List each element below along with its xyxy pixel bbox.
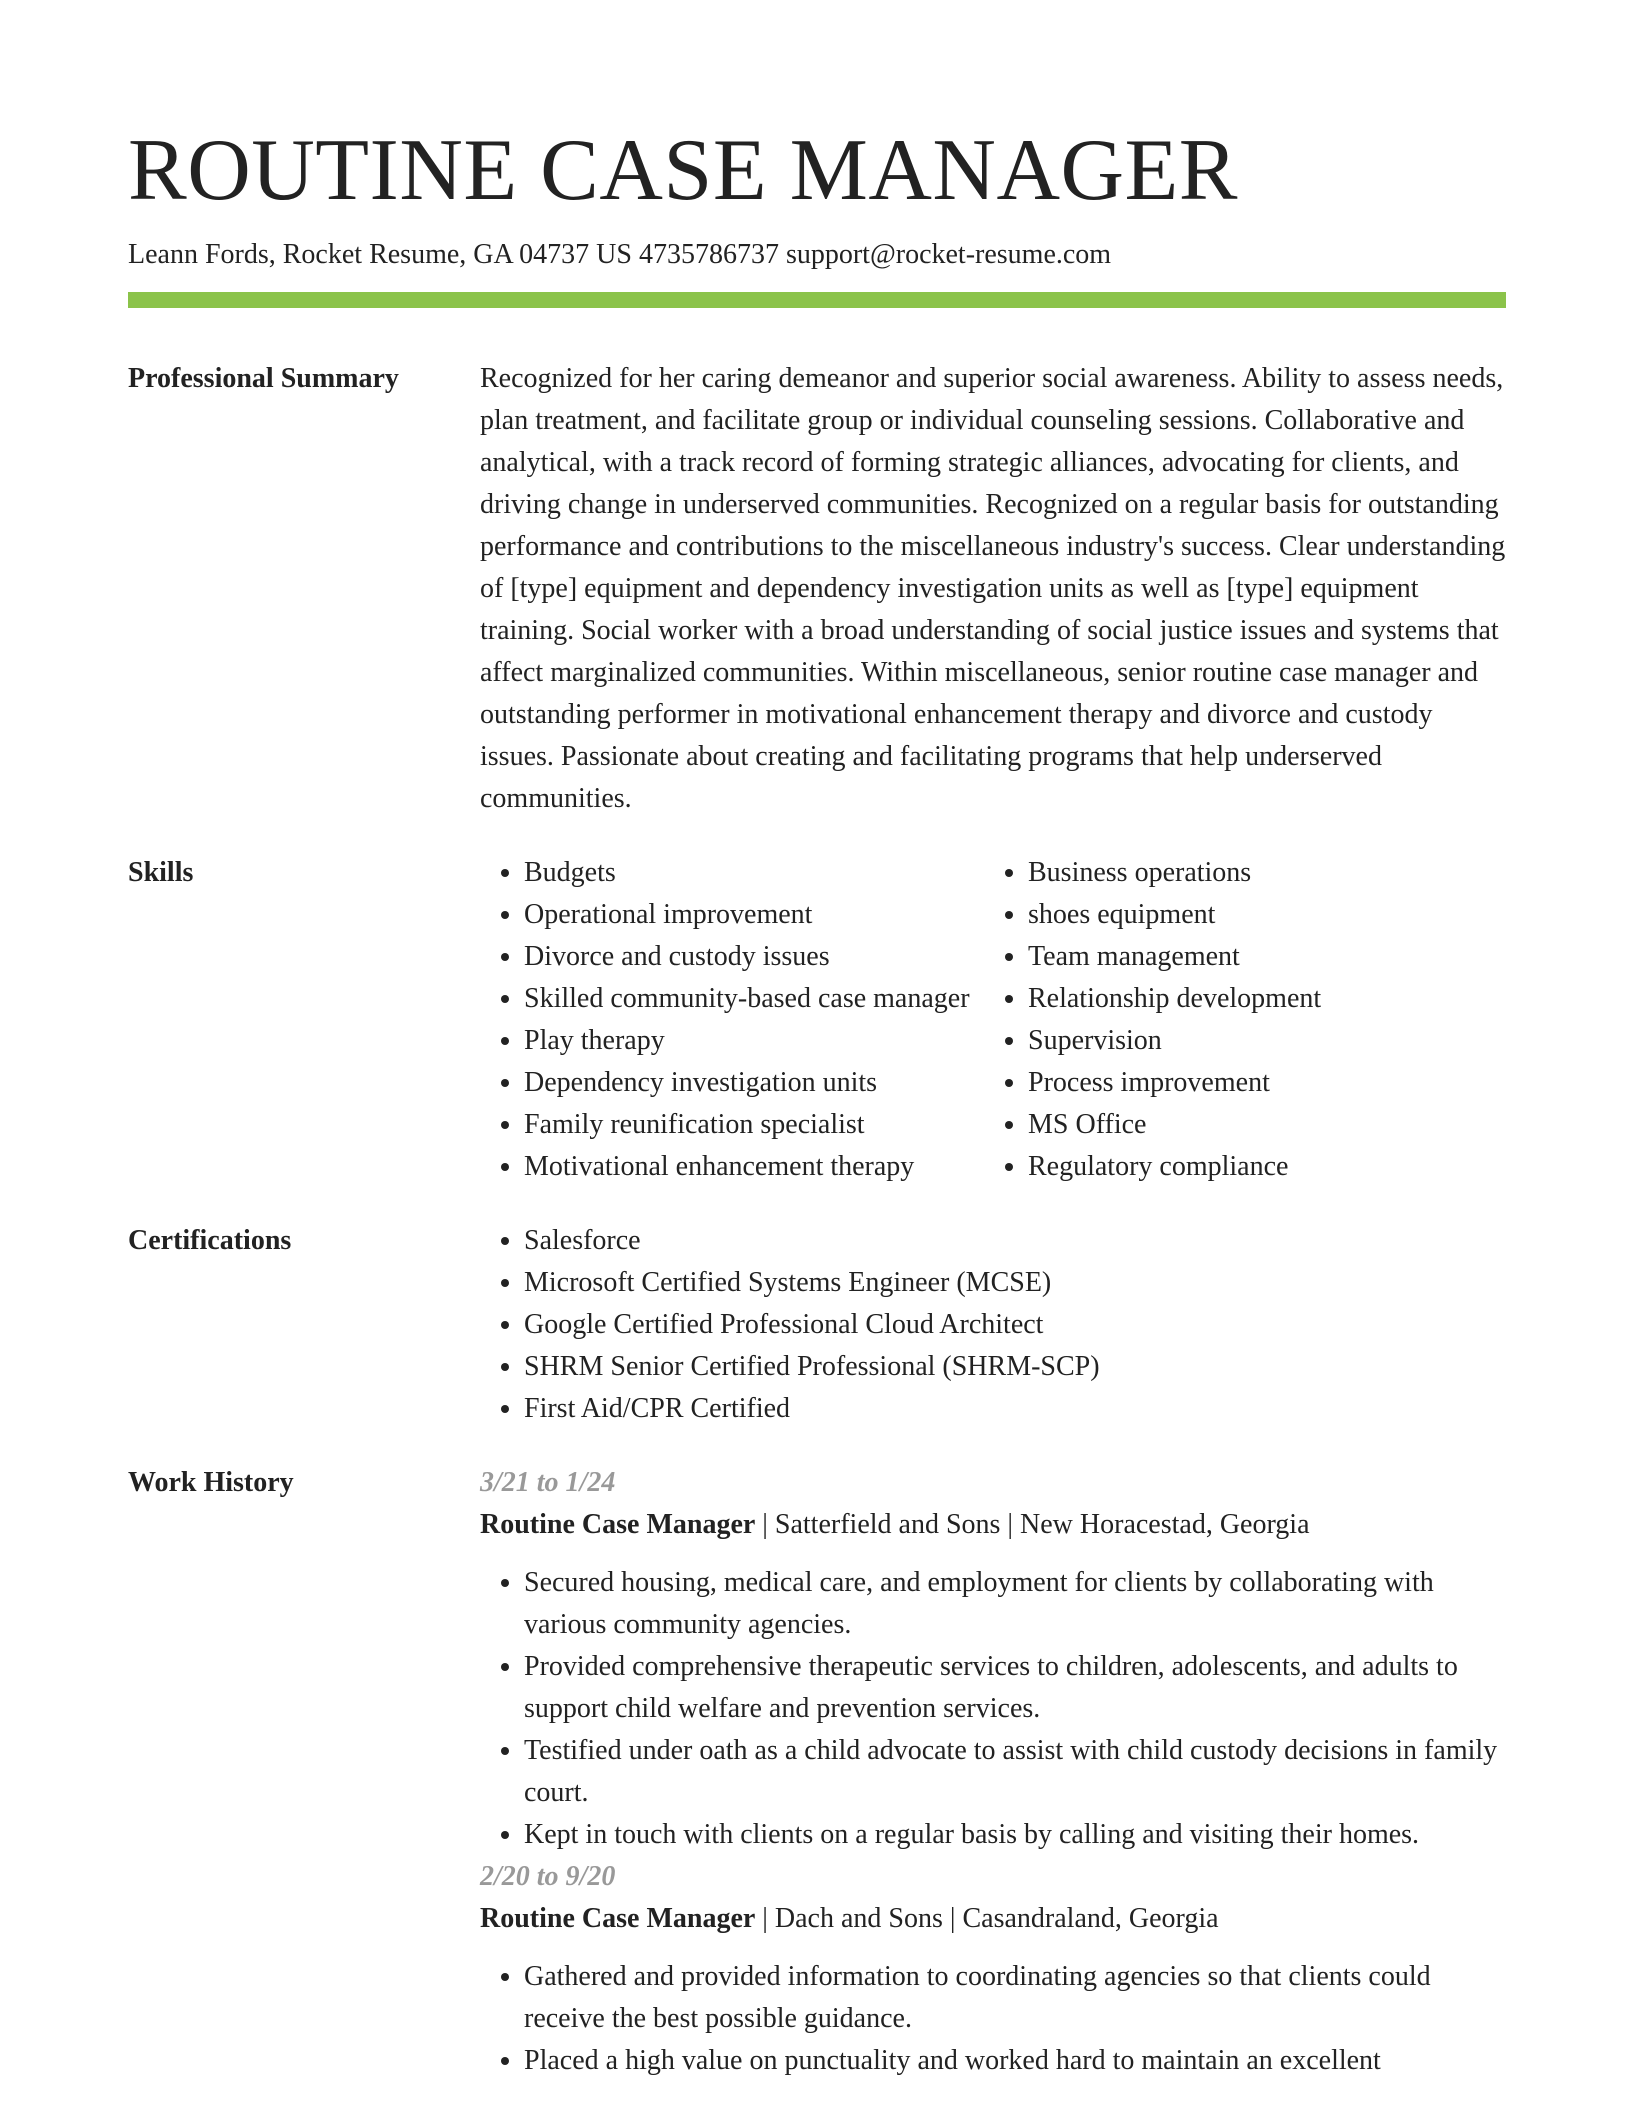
- skill-item: • Divorce and custody issues: [524, 936, 984, 978]
- job-title: Routine Case Manager: [480, 1509, 756, 1540]
- skill-item: • Team management: [1028, 936, 1506, 978]
- job-entry: [480, 1462, 1506, 1856]
- job-employer-location: | Dach and Sons | Casandraland, Georgia: [755, 1903, 1219, 1934]
- skill-item: • Family reunification specialist: [524, 1104, 984, 1146]
- skill-item: • Relationship development: [1028, 978, 1506, 1020]
- skill-item: • Dependency investigation units: [524, 1062, 984, 1104]
- skill-item: • Skilled community-based case manager: [524, 978, 984, 1020]
- job-duty: • Placed a high value on punctuality and worked hard to maintain an excellent: [524, 2040, 1506, 2082]
- job-duties-list: [480, 1562, 1506, 1856]
- skill-item: • Budgets: [524, 852, 984, 894]
- accent-divider: [128, 292, 1506, 308]
- skill-item: • Motivational enhancement therapy: [524, 1146, 984, 1188]
- job-entry: [480, 1856, 1506, 2082]
- job-duty: • Kept in touch with clients on a regular basis by calling and visiting their homes.: [524, 1814, 1506, 1856]
- certifications-list: [480, 1220, 1506, 1430]
- skills-list-left: [480, 852, 984, 1188]
- job-duty: • Testified under oath as a child advocate to assist with child custody decisions in family court.: [524, 1730, 1506, 1814]
- job-dates: 3/21 to 1/24: [480, 1467, 616, 1498]
- summary-section: [128, 358, 1506, 820]
- skills-heading: Skills: [128, 857, 194, 888]
- summary-text: Recognized for her caring demeanor and superior social awareness. Ability to assess needs, plan treatment, and facilitate group or individual counseling sessions. Collaborative and analytical, with a track record of forming strategic alliances, advocating for clients, and driving change in underserved communities. Recognized on a regular basis for outstanding performance and contributions to the miscellaneous industry's success. Clear understanding of [type] equipment and dependency investigation units as well as [type] equipment training. Social worker with a broad understanding of social justice issues and systems that affect marginalized communities. Within miscellaneous, senior routine case manager and outstanding performer in motivational enhancement therapy and divorce and custody issues. Passionate about creating and facilitating programs that help underserved communities.: [480, 363, 1506, 814]
- skill-item: • MS Office: [1028, 1104, 1506, 1146]
- skill-item: • Process improvement: [1028, 1062, 1506, 1104]
- job-dates: 2/20 to 9/20: [480, 1861, 616, 1892]
- certifications-section: [128, 1220, 1506, 1430]
- skill-item: • Play therapy: [524, 1020, 984, 1062]
- job-duties-list: [480, 1956, 1506, 2082]
- job-employer-location: | Satterfield and Sons | New Horacestad, Georgia: [755, 1509, 1310, 1540]
- resume-page: [128, 0, 1506, 2082]
- certification-item: • SHRM Senior Certified Professional (SHRM-SCP): [524, 1346, 1506, 1388]
- job-title-line: [480, 1898, 1506, 1940]
- job-title: Routine Case Manager: [480, 1903, 756, 1934]
- contact-line: Leann Fords, Rocket Resume, GA 04737 US 4735786737 support@rocket-resume.com: [128, 239, 1112, 270]
- skill-item: • Supervision: [1028, 1020, 1506, 1062]
- skill-item: • Regulatory compliance: [1028, 1146, 1506, 1188]
- certification-item: • Google Certified Professional Cloud Architect: [524, 1304, 1506, 1346]
- summary-heading: Professional Summary: [128, 363, 399, 394]
- job-duty: • Gathered and provided information to coordinating agencies so that clients could receive the best possible guidance.: [524, 1956, 1506, 2040]
- skills-section: [128, 852, 1506, 1188]
- job-duty: • Provided comprehensive therapeutic services to children, adolescents, and adults to support child welfare and prevention services.: [524, 1646, 1506, 1730]
- job-title-line: [480, 1504, 1506, 1546]
- certification-item: • Salesforce: [524, 1220, 1506, 1262]
- certification-item: • Microsoft Certified Systems Engineer (MCSE): [524, 1262, 1506, 1304]
- candidate-name: ROUTINE CASE MANAGER: [128, 122, 1238, 219]
- work-history-heading: Work History: [128, 1467, 294, 1498]
- job-duty: • Secured housing, medical care, and employment for clients by collaborating with various community agencies.: [524, 1562, 1506, 1646]
- certification-item: • First Aid/CPR Certified: [524, 1388, 1506, 1430]
- skill-item: • shoes equipment: [1028, 894, 1506, 936]
- skill-item: • Operational improvement: [524, 894, 984, 936]
- certifications-heading: Certifications: [128, 1225, 292, 1256]
- work-history-section: [128, 1462, 1506, 2082]
- skill-item: • Business operations: [1028, 852, 1506, 894]
- skills-list-right: [984, 852, 1506, 1188]
